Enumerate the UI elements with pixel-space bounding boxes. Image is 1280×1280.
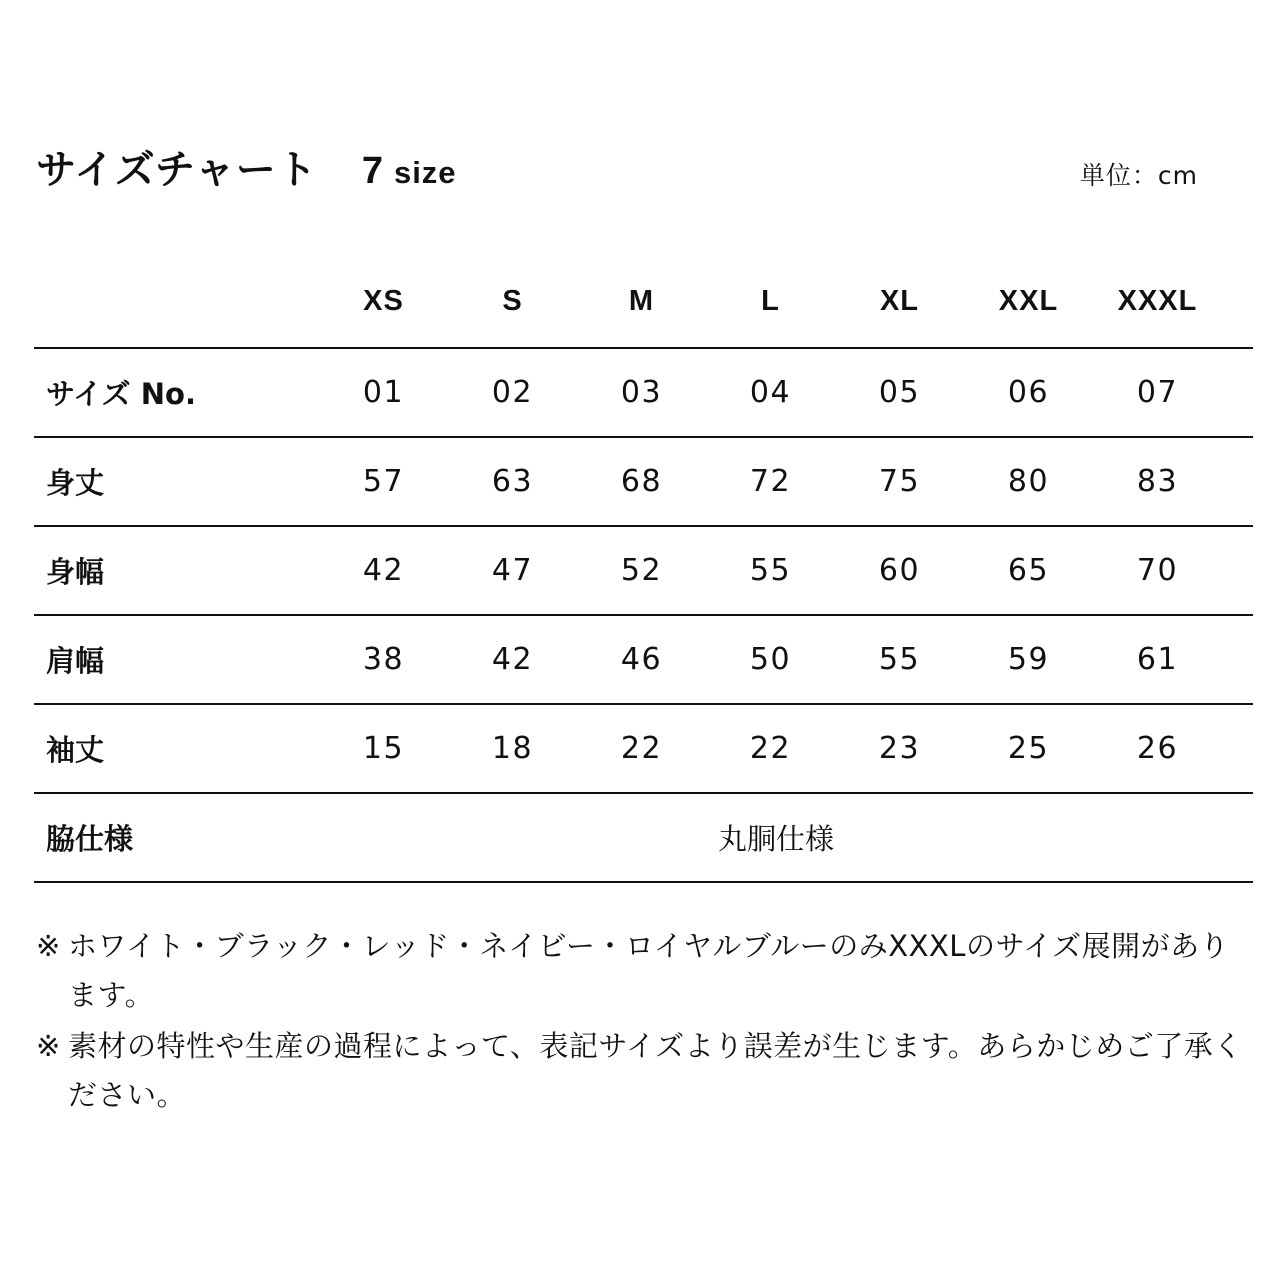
table-row-body-length bbox=[34, 438, 1253, 527]
table-cell: 42 bbox=[362, 553, 405, 588]
title-size-count: 7 bbox=[361, 150, 384, 192]
table-cell: 72 bbox=[749, 464, 792, 499]
size-header-m: M bbox=[628, 285, 655, 317]
size-header-row bbox=[34, 256, 1253, 349]
title-main: サイズチャート bbox=[36, 147, 318, 193]
table-cell: 65 bbox=[1007, 553, 1050, 588]
table-cell: 23 bbox=[878, 731, 921, 766]
row-label: サイズ No. bbox=[46, 377, 196, 411]
table-cell: 06 bbox=[1007, 375, 1050, 410]
size-header-xl: XL bbox=[879, 285, 920, 317]
size-header-xxl: XXL bbox=[998, 285, 1059, 317]
table-cell: 75 bbox=[878, 464, 921, 499]
row-label: 袖丈 bbox=[46, 733, 105, 767]
size-table bbox=[34, 256, 1253, 883]
table-cell: 59 bbox=[1007, 642, 1050, 677]
size-header-l: L bbox=[761, 285, 780, 317]
table-cell: 15 bbox=[362, 731, 405, 766]
note-mark: ※ bbox=[36, 1029, 61, 1063]
table-row-body-width bbox=[34, 527, 1253, 616]
size-header-xs: XS bbox=[363, 285, 404, 317]
table-cell: 57 bbox=[362, 464, 405, 499]
table-cell: 83 bbox=[1136, 464, 1179, 499]
table-cell: 68 bbox=[620, 464, 663, 499]
table-cell: 18 bbox=[491, 731, 534, 766]
table-cell: 22 bbox=[620, 731, 663, 766]
table-cell: 46 bbox=[620, 642, 663, 677]
table-cell: 50 bbox=[749, 642, 792, 677]
table-cell: 25 bbox=[1007, 731, 1050, 766]
table-cell: 38 bbox=[362, 642, 405, 677]
table-row-side-spec bbox=[34, 794, 1253, 883]
table-cell: 80 bbox=[1007, 464, 1050, 499]
table-cell: 02 bbox=[491, 375, 534, 410]
table-cell: 47 bbox=[491, 553, 534, 588]
note-mark: ※ bbox=[36, 929, 61, 963]
page-title bbox=[36, 140, 457, 203]
table-cell: 03 bbox=[620, 375, 663, 410]
row-label: 肩幅 bbox=[46, 644, 105, 678]
row-label: 脇仕様 bbox=[46, 822, 134, 856]
size-header-xxxl: XXXL bbox=[1117, 285, 1198, 317]
table-cell: 55 bbox=[749, 553, 792, 588]
table-cell: 04 bbox=[749, 375, 792, 410]
table-cell: 70 bbox=[1136, 553, 1179, 588]
table-cell: 01 bbox=[362, 375, 405, 410]
table-cell: 52 bbox=[620, 553, 663, 588]
title-size-word: size bbox=[393, 155, 457, 190]
note-text: ホワイト・ブラック・レッド・ネイビー・ロイヤルブルーのみXXXLのサイズ展開があります。 bbox=[68, 929, 1230, 1012]
table-cell: 63 bbox=[491, 464, 534, 499]
note-item bbox=[36, 922, 1251, 1020]
table-cell: 07 bbox=[1136, 375, 1179, 410]
table-cell: 26 bbox=[1136, 731, 1179, 766]
note-item bbox=[36, 1022, 1251, 1120]
table-cell: 05 bbox=[878, 375, 921, 410]
table-row-shoulder-width bbox=[34, 616, 1253, 705]
table-cell: 55 bbox=[878, 642, 921, 677]
table-cell: 22 bbox=[749, 731, 792, 766]
row-label: 身幅 bbox=[46, 555, 105, 589]
note-text: 素材の特性や生産の過程によって、表記サイズより誤差が生じます。あらかじめご了承ください。 bbox=[68, 1029, 1243, 1112]
table-cell: 42 bbox=[491, 642, 534, 677]
table-row-sleeve-length bbox=[34, 705, 1253, 794]
side-spec-value: 丸胴仕様 bbox=[717, 822, 834, 856]
row-label: 身丈 bbox=[46, 466, 105, 500]
table-cell: 61 bbox=[1136, 642, 1179, 677]
unit-label: 単位：cm bbox=[1079, 161, 1198, 190]
table-row-size-no bbox=[34, 349, 1253, 438]
table-cell: 60 bbox=[878, 553, 921, 588]
size-header-s: S bbox=[502, 285, 523, 317]
notes bbox=[36, 922, 1251, 1122]
